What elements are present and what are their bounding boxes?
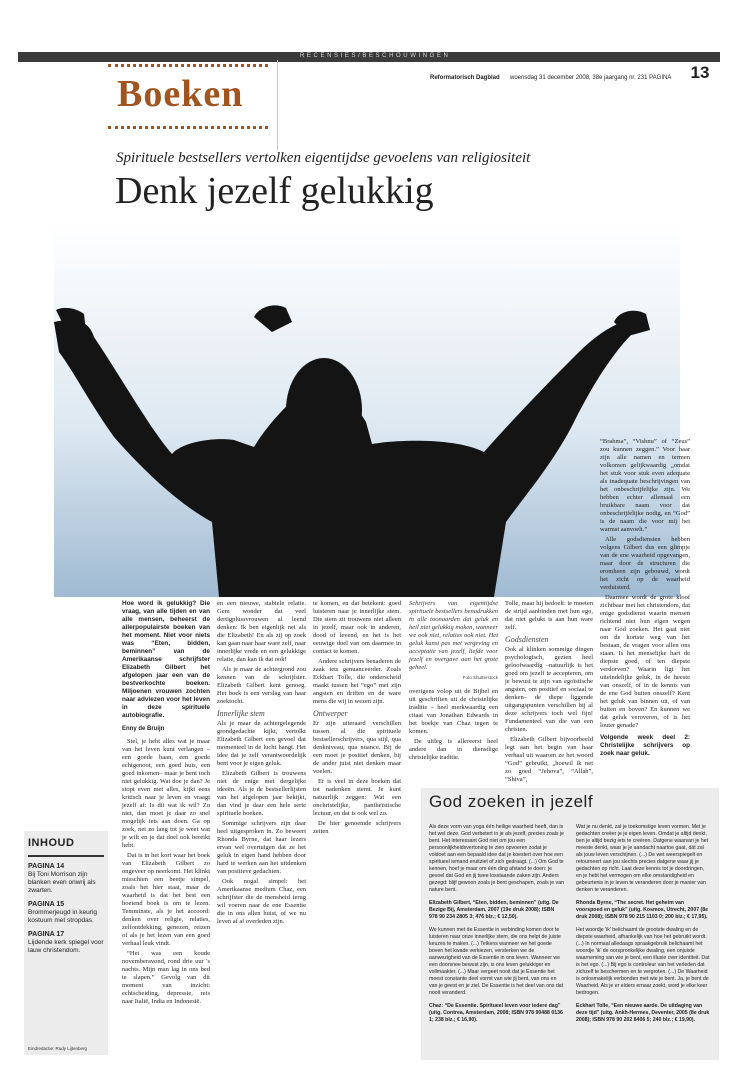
paragraph: Als je maar de achtergelegende grondgedachte kijkt, vertolkt Elizabeth Gilbert een gevoel dat momenteel in de lucht hangt. Het idee dat je zelf verantwoordelijk bent voor je eigen geluk. <box>217 720 306 767</box>
sidebar-box <box>421 788 719 1060</box>
article-photo <box>54 222 680 597</box>
section-title: Boeken <box>117 73 244 115</box>
article-subtitle: Spirituele bestsellers vertolken eigentijdse gevoelens van religiositeit <box>116 150 531 166</box>
contents-page: PAGINA 15 <box>28 901 65 908</box>
sidebar-quote: Wat je nu denkt, zal je toekomstige leven vormen. Met je gedachten creëer je je eigen leven. Omdat je altijd denkt, ben je altijd bezig iets te creëren. Datgene waarvan je het meeste denkt, waar je je aandacht naartoe gaat, dát zal als jouw leven verschijnen. (...) De wet weerspiegelt en retourneert aan jou slechts precies datgene waar jij je gedachten op richt. Laat deze kennis tot je doordringen, en je hebt het vermogen om elke omstandigheid en gebeurtenis in je leven te veranderen door je manier van denken te veranderen. <box>576 824 709 893</box>
page-number: 13 <box>690 63 710 82</box>
paragraph: De hier genoemde schrijvers zetten <box>313 820 401 835</box>
paragraph: en een nieuwe, stabiele relatie. Gem wonder dat veel dertigplussvrouwen al leend denken: Ik ben eigenlijk net als die Elizabeth! En als zij op zoek kan gaan naar haar ware zelf, naar innerlijke vrede en een gelukkige relatie, dan kan ik dat ook! <box>217 600 306 663</box>
dateline: woensdag 31 december 2008, 38e jaargang nr. 231 PAGINA <box>510 75 672 81</box>
newspaper-name: Reformatorisch Dagblad <box>430 75 500 81</box>
eindredactie-credit: Eindredactie: Rudy Lijtenberg <box>28 1046 88 1051</box>
paragraph: Er is veel in deze boeken dat tot nadenken stemt. Je kunt natuurlijk zeggen: Wat een onchristelijke, pantheïstische lectuur, en dat is ook wel zo. <box>313 778 401 817</box>
series-footer: Volgende week deel 2: Christelijke schrijvers op zoek naar geluk. <box>600 734 690 757</box>
contents-item[interactable] <box>28 931 104 955</box>
paragraph: Er zijn uiteraard verschillen tussen al die spirituele bestsellerschrijvers, qua stijl, qua denkniveau, qua nuance. Bij de een moet je positief denken, bij de ander juist niet denken maar voelen. <box>313 720 401 775</box>
paragraph: “Brahma”, “Vishnu” of “Zeus” zou kunnen zeggen.” Voor haar zijn alle namen en termen volkomen gelijkwaardig „omdat het stuk voor stuk even adequate als inadequate beschrijvingen van het onbeschrijfelijke zijn. We hebben echter allemaal een bruikbare naam voor dat onbeschrijfelijke nodig, en “God” is de naam die voor mij het warmst aanvoelt.” <box>600 438 690 533</box>
dotted-rule-top <box>108 64 268 67</box>
paragraph: Stel, je hebt alles wat je maar van het leven kunt verlangen –een goede baan, een goede echtgenoot, een goed huis, een goed inkomen– maar je bent toch niet gelukkig. Wat doe je dan? Je stopt even met alles, kijkt eens kritisch naar je leven en vraagt jezelf af: Is dit wat ik wil? Zo niet, dan moet je daar zo snel mogelijk iets aan doen. Ga op zoek, net zo lang tot je weet wat je wilt en je dat doel ook bereikt hebt. <box>122 738 210 849</box>
paragraph: De uitleg is allereerst heel andere dan in dienstlige christelijke traditie. <box>409 738 498 761</box>
subheading-innerlijke-stem: Innerlijke stem <box>217 709 265 718</box>
section-label: RECENSIES/BESCHOUWINGEN <box>300 53 451 59</box>
article-byline: Enny de Bruijn <box>122 726 165 732</box>
contents-page: PAGINA 17 <box>28 931 65 938</box>
contents-divider <box>28 855 104 857</box>
paragraph: Ook nogal simpel: het Amerikaanse medium Chaz, een schrijfster die de mensheid terug wil voeren naar de ene Essentie die in ons allen huist, of we nu leven af al overleden zijn. <box>217 878 306 925</box>
contents-text: Brommerjeugd in keurig kostuum met stropdas. <box>28 909 98 924</box>
paragraph: Sommige schrijvers zijn daar heel uitgesproken in. Zo beweert Rhonda Byrne, dat haar lezers ervan wel overtuigen dat ze het geluk in eigen hand hebben door hard te werken aan het uitdenken van positieve gedachten. <box>217 820 306 875</box>
article-lead: Hoe word ik gelukkig? Die vraag, van alle tijden en van alle mensen, beheerst de allerpopulairste boeken van het moment. Niet voor niets was “Eten, bidden, beminnen” van de Amerikaanse schrijfster Elizabeth Gilbert het afgelopen jaar een van de bestverkochte boeken. Miljoenen vrouwen zochten naar adviezen voor het leven in deze spirituele autobiografie. <box>122 600 210 719</box>
article-headline: Denk jezelf gelukkig <box>115 170 434 212</box>
contents-item[interactable] <box>28 863 104 895</box>
article-column-4 <box>409 600 498 764</box>
subheading-godsdiensten: Godsdiensten <box>505 635 549 644</box>
photo-credit: Foto Shutterstock <box>462 675 498 680</box>
paragraph: Dat is in het kort waar het boek van Elizabeth Gilbert zo ongeveer op neerkomt. Het klinkt misschien een beetje simpel, zoals het hier staat, maar de waarheid is dat het best een boeiend boek is om te lezen. Temminste, als je het accoord: denken over religie, relaties, zelfontdekking, genezen, reizen of als je het lezen van een goed verhaal leuk vindt. <box>122 852 210 947</box>
article-column-2 <box>217 600 306 928</box>
article-column-6 <box>600 438 690 760</box>
paragraph: Alle godsdiensten hebben volgens Gilbert dus een glimpje van de ene waarheid opgevangen, maar door de structuren die eromheen zijn gebouwd, wordt het zicht op de waarheid verduisterd. <box>600 536 690 591</box>
subheading-ontwerper: Ontwerper <box>313 709 348 718</box>
paragraph: overigens volop uit de Bijbel en uit geschriften uit de christelijke traditie – heel merkwaardig een citaat van Jonathan Edwards in het boekje van Chaz tegen te komen. <box>409 688 498 735</box>
paragraph: Elizabeth Gilbert is trouwens niet de enige met dergelijke ideeën. Als je de bestsellerlijsten van het afgelopen jaar bekijkt, dan vind je daar een hele serie spirituele boeken. <box>217 770 306 817</box>
sidebar-book-info: Elizabeth Gilbert, “Eten, bidden, beminnen” (uitg. De Bezige Bij, Amsterdam, 2007 (19e druk 2008); ISBN 978 90 234 2805 3; 476 blz.; € 12,50). <box>429 900 559 920</box>
contents-page: PAGINA 14 <box>28 863 65 870</box>
dotted-rule-bottom <box>108 126 268 129</box>
sidebar-quote: Als deze vorm van yoga één heilige waarheid heeft, dan is het wel deze. God verbetert in je als jezelf, precies zoals je bent. Het interessant God niet om jou een persoonlijkheidsvertoning te zien opvoeren zodat je voldoet aan een bepaald idee dat je koestert over hoe een spiritueel iemand eruitziet of zich gedraagt. (...) Om God te kennen, hoef je maar om één ding afstand te doen: je gevoel dat God en jij twee losstaande zaken zijn. Anders gezegd: blijf gewoon zoals je bent geschapen, zoals je van nature bent. <box>429 824 564 893</box>
article-column-1 <box>122 600 210 1008</box>
paragraph: Als je maar de achtergrond zou kennen van de schrijfster. Elizabeth Gilbert kent genoeg. Het boek is een verslag van haar zoektocht. <box>217 666 306 705</box>
paragraph: Andere schrijvers benaderen de zaak iets genuanceerder. Zoals Eckhart Tolle, die onderscheid maakt tussen het “ego” met zijn angsten en driften en de ware mens die wij in wezen zijn. <box>313 658 401 705</box>
article-column-5 <box>505 600 593 786</box>
sidebar-column-right <box>576 824 711 1030</box>
article-column-3 <box>313 600 401 838</box>
sidebar-quote: Het woordje 'ik' belichaamt de grootste dwaling en de diepste waarheid, afhankelijk van hoe het gebruikt wordt. (...) In normaal alledaags spraakgebruik belichaamt het woordje 'ik' de oorspronkelijke dwaling, een onjuiste waarneming van wie je bent, een illusie over identiteit. Dat is het ego. (...) Bij ego is controleur van het verleden dat zichzelf te beschermen en te vergroten. (...) De Waarheid is onlosmakelijk verbonden met wie je bent. Ja, je bent de Waarheid. Als je er elders ernaar zoekt, word je elke keer bedrogen. <box>576 927 710 996</box>
photo-caption: Schrijvers van eigentijdse spirituele bestsellers benadrukken in alle toonaarden dat geluk en heil niet gelukkig maken, wanneer we ook niet, relaties ook niet. Het geluk kunst pas met vergeving en acceptatie van jezelf, liefde voor jezelf en overgave aan het grote geheel. <box>409 600 498 671</box>
paragraph: Daarmee wordt de grote kloof zichtbaar met het christendom, dat enige godsdienst waarin mensen richtend niet hun eigen wegen naar God zoeken. Het gaat niet om de kortste weg van het bestaan, de vragen voor allen ons staan. Is het menselijke hart de diepste goed, of ten diepste verdorven? Waarin ligt het uiteindelijke geluk, in de heeste van onszelf, of in de kennis van de ene God buiten onszelf? Kent het geluk van binnen uit, of van buiten en boven? En kunnen we dat geluk veroveren, of is het louter genade? <box>600 594 690 729</box>
paragraph: Tolle, maar hij bedoelt: te moeten de strijd aanbinden met hun ego, dat niet gelukt is aan hun ware zelf. <box>505 600 593 631</box>
paragraph: Elizabeth Gilbert bijvoorbeeld legt aan het begin van haar verhaal uit waarom ze het woord “God” gebruikt, „hoewil ik net zo goed “Jehova”, “Allah”, “Shiva”, <box>505 736 593 783</box>
contents-text: Bij Toni Morrison zijn blanken even onwrij als zwarten. <box>28 871 96 894</box>
sidebar-book-info: Chaz: “De Essentie. Spiritueel leven voor iedere dag” (uitg. Contrea, Amsterdam, 2008; ISBN 978 90488 0136 1; 238 blz.; € 16,90). <box>429 1003 563 1023</box>
paragraph: “Het was een koude novemberavond, rond drie uur 's nachts. Mijn man lag in ons bed te slapen.” Gevolg van dit moment van inzicht: echtscheiding, depressie, reis naar Italië, India en Indonesië. <box>122 950 210 1005</box>
contents-item[interactable] <box>28 901 104 925</box>
paragraph: Ook al klinken sommige dingen psychologisch, gezien heel geloofwaardig –natuurlijk is het goed om jezelf te accepteren, om je bewust te zijn van egoïstische angsten, om positief en sociaal te denken– de diepe liggende uitgangspunten verschillen bij al deze schrijvers toch wel fijn! Fundamenteel van die van een christen. <box>505 646 593 733</box>
sidebar-column-left <box>429 824 564 1030</box>
contents-box <box>24 831 108 1055</box>
contents-text: Lijdende kerk spiegel voor lauw christendom. <box>28 939 104 954</box>
sidebar-book-info: Eckhart Tolle, “Een nieuwe aarde. De uitdaging van deze tijd” (uitg. Ankh-Hermes, Deventer, 2005 (8e druk 2008); ISBN 978 90 202 8406 5; 240 blz.; € 19,90). <box>576 1003 710 1023</box>
sidebar-title: God zoeken in jezelf <box>429 792 594 811</box>
sidebar-book-info: Rhonda Byrne, “The secret. Het geheim van voorspoed en geluk” (uitg. Kosmos, Utrecht, 2007 (8e druk 2008); ISBN 978 90 215 1103 0; 200 blz.; € 17,95). <box>576 900 709 920</box>
paragraph: te komen, en dat betekent: goed luisteren naar je innerlijke stem. Die stem zit trouwens niet alleen in jezelf, maar ook in anderen, dood of levend, en het is het eeuwige doel van om daarmee in contact te komen. <box>313 600 401 655</box>
sidebar-quote: We kunnen met de Essentie in verbinding komen door te luisteren naar onze innerlijke stem, die ons helpt de juiste keuzes te maken. (...) Telkens wanneer we het goede boven het kwade verkiezen, versterken we de aanwezigheid van de Essentie in ons leven. Wanneer we een doorsnee bewust zijn, is ons leven gelukkiger en vollmaakter. (...) Maar vergeet nooit dat je Essentie het meest constante deel vormt van wie jij bent, van ons en van je geest en je ziel. De Essentie is het deel van ons dat nooit veranderd. <box>429 927 564 996</box>
contents-title: INHOUD <box>28 837 75 849</box>
